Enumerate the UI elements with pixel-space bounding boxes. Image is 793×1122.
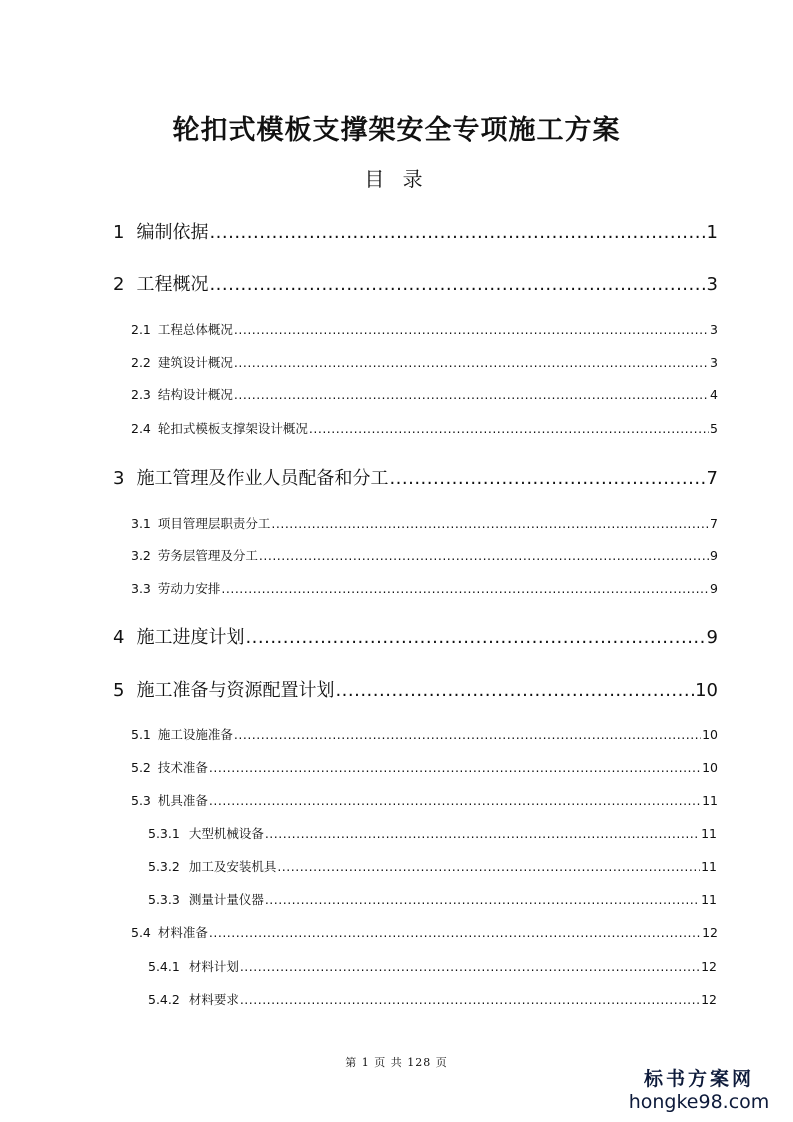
toc-entry-title: 施工进度计划	[136, 627, 245, 648]
toc-entry[interactable]	[113, 676, 718, 702]
toc-entry-page: 11	[701, 892, 717, 907]
toc-leader-dots	[265, 826, 700, 841]
toc-entry-page: 9	[706, 627, 718, 648]
toc-leader-dots	[209, 222, 705, 243]
toc-entry-page: 10	[702, 760, 718, 775]
toc-leader-dots	[234, 322, 709, 337]
toc-entry-title: 项目管理层职责分工	[157, 516, 271, 531]
document-title: 轮扣式模板支撑架安全专项施工方案	[172, 115, 621, 146]
toc-entry[interactable]	[113, 270, 718, 296]
toc-leader-dots	[240, 992, 700, 1007]
toc-entry[interactable]	[148, 857, 717, 875]
toc-entry[interactable]	[148, 890, 717, 908]
toc-entry-number: 3	[113, 468, 125, 489]
toc-entry-number: 3.3	[131, 581, 151, 596]
toc-entry-number: 2.3	[131, 387, 151, 402]
toc-entry-page: 12	[701, 992, 717, 1007]
toc-entry-title: 建筑设计概况	[157, 355, 233, 370]
toc-entry-number: 5.3.1	[148, 826, 180, 841]
toc-entry-number: 2.2	[131, 355, 151, 370]
toc-entry-page: 7	[706, 468, 718, 489]
toc-leader-dots	[271, 516, 709, 531]
toc-entry-page: 9	[710, 581, 718, 596]
toc-entry-page: 3	[710, 355, 718, 370]
toc-leader-dots	[245, 627, 705, 648]
toc-entry-number: 5.1	[131, 727, 151, 742]
toc-entry-page: 3	[710, 322, 718, 337]
toc-leader-dots	[265, 892, 700, 907]
toc-entry[interactable]	[148, 957, 717, 975]
toc-entry[interactable]	[131, 579, 718, 597]
toc-leader-dots	[335, 680, 694, 701]
toc-entry-title: 劳务层管理及分工	[157, 548, 258, 563]
page-footer: 第 1 页 共 128 页	[345, 1056, 448, 1069]
toc-entry[interactable]	[113, 464, 718, 490]
toc-leader-dots	[259, 548, 709, 563]
toc-entry-title: 机具准备	[157, 793, 208, 808]
toc-entry-number: 3.1	[131, 516, 151, 531]
toc-leader-dots	[209, 760, 701, 775]
toc-entry[interactable]	[131, 791, 718, 809]
toc-entry-page: 12	[701, 959, 717, 974]
toc-entry-title: 加工及安装机具	[188, 859, 277, 874]
toc-entry-number: 5	[113, 680, 125, 701]
toc-entry-number: 3.2	[131, 548, 151, 563]
toc-leader-dots	[240, 959, 700, 974]
toc-entry[interactable]	[131, 419, 718, 437]
toc-entry-title: 材料准备	[157, 925, 208, 940]
toc-entry[interactable]	[131, 320, 718, 338]
toc-entry-number: 2.1	[131, 322, 151, 337]
watermark-logo	[619, 1068, 779, 1114]
toc-entry-number: 5.4.1	[148, 959, 180, 974]
toc-leader-dots	[209, 793, 701, 808]
toc-entry-title: 工程概况	[136, 274, 209, 295]
toc-leader-dots	[209, 274, 705, 295]
toc-entry-page: 3	[706, 274, 718, 295]
toc-leader-dots	[221, 581, 709, 596]
toc-entry[interactable]	[131, 385, 718, 403]
toc-entry[interactable]	[131, 546, 718, 564]
toc-entry-page: 11	[701, 859, 717, 874]
toc-leader-dots	[309, 421, 709, 436]
toc-entry-page: 10	[695, 680, 718, 701]
toc-entry-title: 测量计量仪器	[188, 892, 264, 907]
toc-entry-title: 大型机械设备	[188, 826, 264, 841]
toc-entry-title: 材料计划	[188, 959, 239, 974]
toc-entry-page: 9	[710, 548, 718, 563]
toc-entry-number: 5.3.2	[148, 859, 180, 874]
toc-entry[interactable]	[148, 824, 717, 842]
toc-entry-number: 2.4	[131, 421, 151, 436]
watermark-url-text: hongke98.com	[628, 1091, 770, 1113]
toc-entry-title: 轮扣式模板支撑架设计概况	[157, 421, 308, 436]
toc-entry-number: 5.3.3	[148, 892, 180, 907]
toc-entry-page: 10	[702, 727, 718, 742]
toc-entry-title: 劳动力安排	[157, 581, 221, 596]
toc-entry-title: 技术准备	[157, 760, 208, 775]
toc-entry-number: 5.4.2	[148, 992, 180, 1007]
toc-leader-dots	[389, 468, 705, 489]
toc-entry-page: 11	[701, 826, 717, 841]
toc-entry[interactable]	[131, 725, 718, 743]
toc-leader-dots	[234, 727, 701, 742]
toc-entry-title: 施工准备与资源配置计划	[136, 680, 335, 701]
toc-entry[interactable]	[113, 623, 718, 649]
watermark-cn-text: 标书方案网	[643, 1068, 754, 1090]
toc-entry-page: 1	[706, 222, 718, 243]
toc-entry-title: 材料要求	[188, 992, 239, 1007]
toc-entry-title: 施工设施准备	[157, 727, 233, 742]
toc-entry-title: 编制依据	[136, 222, 209, 243]
toc-entry-page: 7	[710, 516, 718, 531]
toc-entry-number: 2	[113, 274, 125, 295]
toc-entry-title: 施工管理及作业人员配备和分工	[136, 468, 389, 489]
toc-entry-number: 4	[113, 627, 125, 648]
toc-leader-dots	[234, 387, 709, 402]
toc-leader-dots	[209, 925, 701, 940]
toc-entry[interactable]	[113, 218, 718, 244]
toc-entry[interactable]	[148, 990, 717, 1008]
toc-entry-page: 11	[702, 793, 718, 808]
toc-heading: 目 录	[364, 167, 429, 191]
toc-entry-number: 1	[113, 222, 125, 243]
toc-entry[interactable]	[131, 758, 718, 776]
toc-leader-dots	[234, 355, 709, 370]
toc-leader-dots	[277, 859, 700, 874]
toc-entry-page: 4	[710, 387, 718, 402]
toc-entry-number: 5.3	[131, 793, 151, 808]
toc-entry[interactable]	[131, 923, 718, 941]
toc-entry-number: 5.4	[131, 925, 151, 940]
toc-entry[interactable]	[131, 353, 718, 371]
toc-entry-page: 12	[702, 925, 718, 940]
toc-entry-title: 结构设计概况	[157, 387, 233, 402]
toc-entry-number: 5.2	[131, 760, 151, 775]
toc-entry-title: 工程总体概况	[157, 322, 233, 337]
toc-entry[interactable]	[131, 514, 718, 532]
toc-entry-page: 5	[710, 421, 718, 436]
